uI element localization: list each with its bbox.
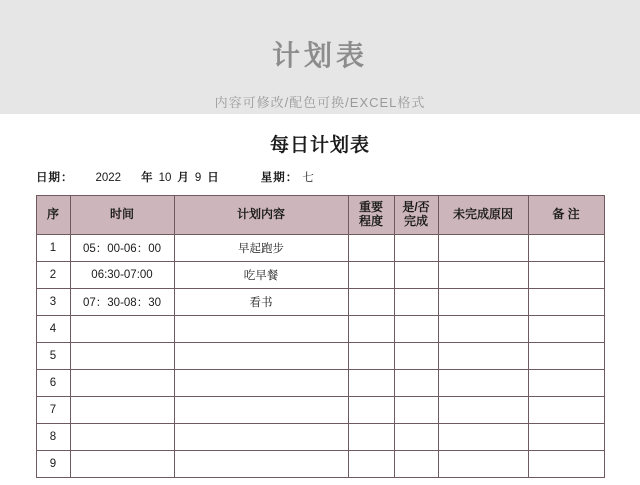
- cell-note[interactable]: [528, 370, 604, 397]
- cell-time[interactable]: 07：30-08：30: [70, 289, 174, 316]
- cell-note[interactable]: [528, 235, 604, 262]
- cell-reason[interactable]: [438, 451, 528, 478]
- table-row: [36, 451, 604, 478]
- cell-content[interactable]: [174, 316, 348, 343]
- table-row: [36, 370, 604, 397]
- plan-table: [36, 195, 605, 478]
- cell-content[interactable]: [174, 397, 348, 424]
- table-row: [36, 424, 604, 451]
- table-row: [36, 262, 604, 289]
- cell-note[interactable]: [528, 343, 604, 370]
- cell-content[interactable]: [174, 451, 348, 478]
- cell-note[interactable]: [528, 397, 604, 424]
- column-header-priority-line2: 程度: [358, 214, 383, 228]
- cell-index: 5: [36, 343, 70, 370]
- cell-priority[interactable]: [348, 289, 394, 316]
- page-subtitle: 内容可修改/配色可换/EXCEL格式: [214, 95, 426, 110]
- cell-content[interactable]: [174, 343, 348, 370]
- cell-priority[interactable]: [348, 370, 394, 397]
- weekday-value[interactable]: 七: [302, 172, 314, 184]
- cell-time[interactable]: [70, 370, 174, 397]
- cell-index: 7: [36, 397, 70, 424]
- column-header-priority-line1: 重要: [358, 200, 383, 215]
- column-header-reason: 未完成原因: [438, 196, 528, 235]
- column-header-time: 时间: [70, 196, 174, 235]
- cell-time[interactable]: 05：00-06：00: [70, 235, 174, 262]
- cell-time[interactable]: [70, 343, 174, 370]
- cell-priority[interactable]: [348, 235, 394, 262]
- cell-content[interactable]: [174, 370, 348, 397]
- cell-reason[interactable]: [438, 343, 528, 370]
- date-label: 日期：: [36, 172, 74, 184]
- day-value[interactable]: 9: [194, 172, 202, 184]
- cell-reason[interactable]: [438, 424, 528, 451]
- cell-time[interactable]: [70, 397, 174, 424]
- cell-index: 3: [36, 289, 70, 316]
- cell-reason[interactable]: [438, 397, 528, 424]
- cell-index: 4: [36, 316, 70, 343]
- sheet-title: 每日计划表: [269, 135, 370, 156]
- column-header-content: 计划内容: [174, 196, 348, 235]
- cell-note[interactable]: [528, 262, 604, 289]
- table-header-row: [36, 196, 604, 235]
- cell-priority[interactable]: [348, 343, 394, 370]
- cell-time[interactable]: [70, 424, 174, 451]
- column-header-index: 序: [36, 196, 70, 235]
- cell-reason[interactable]: [438, 316, 528, 343]
- cell-content[interactable]: 早起跑步: [174, 235, 348, 262]
- day-unit: 日: [207, 172, 219, 184]
- column-header-done-line1: 是/否: [402, 200, 430, 215]
- cell-priority[interactable]: [348, 451, 394, 478]
- cell-done[interactable]: [394, 451, 438, 478]
- cell-index: 1: [36, 235, 70, 262]
- cell-done[interactable]: [394, 262, 438, 289]
- weekday-label: 星期：: [260, 172, 299, 184]
- cell-done[interactable]: [394, 397, 438, 424]
- table-row: [36, 343, 604, 370]
- cell-done[interactable]: [394, 370, 438, 397]
- page-title: 计划表: [271, 40, 368, 71]
- cell-done[interactable]: [394, 343, 438, 370]
- cell-done[interactable]: [394, 235, 438, 262]
- cell-done[interactable]: [394, 289, 438, 316]
- cell-index: 8: [36, 424, 70, 451]
- cell-time[interactable]: [70, 316, 174, 343]
- month-unit: 月: [177, 172, 189, 184]
- table-row: [36, 289, 604, 316]
- month-value[interactable]: 10: [158, 172, 172, 184]
- cell-priority[interactable]: [348, 424, 394, 451]
- cell-reason[interactable]: [438, 262, 528, 289]
- cell-index: 9: [36, 451, 70, 478]
- cell-priority[interactable]: [348, 316, 394, 343]
- cell-note[interactable]: [528, 316, 604, 343]
- table-row: [36, 397, 604, 424]
- cell-index: 2: [36, 262, 70, 289]
- cell-content[interactable]: 看书: [174, 289, 348, 316]
- cell-content[interactable]: 吃早餐: [174, 262, 348, 289]
- cell-priority[interactable]: [348, 262, 394, 289]
- column-header-done-line2: 完成: [403, 214, 428, 228]
- cell-note[interactable]: [528, 289, 604, 316]
- cell-note[interactable]: [528, 424, 604, 451]
- cell-note[interactable]: [528, 451, 604, 478]
- cell-done[interactable]: [394, 424, 438, 451]
- year-unit: 年: [141, 172, 153, 184]
- year-value[interactable]: 2022: [95, 172, 122, 184]
- cell-reason[interactable]: [438, 235, 528, 262]
- cell-time[interactable]: 06:30-07:00: [70, 262, 174, 289]
- column-header-priority: [348, 196, 394, 235]
- table-row: [36, 316, 604, 343]
- spreadsheet-area: [0, 114, 640, 485]
- cell-reason[interactable]: [438, 370, 528, 397]
- cell-done[interactable]: [394, 316, 438, 343]
- cell-content[interactable]: [174, 424, 348, 451]
- cell-priority[interactable]: [348, 397, 394, 424]
- column-header-done: [394, 196, 438, 235]
- cell-index: 6: [36, 370, 70, 397]
- cell-reason[interactable]: [438, 289, 528, 316]
- column-header-note: 备 注: [528, 196, 604, 235]
- table-row: [36, 235, 604, 262]
- date-row: [0, 157, 640, 195]
- cell-time[interactable]: [70, 451, 174, 478]
